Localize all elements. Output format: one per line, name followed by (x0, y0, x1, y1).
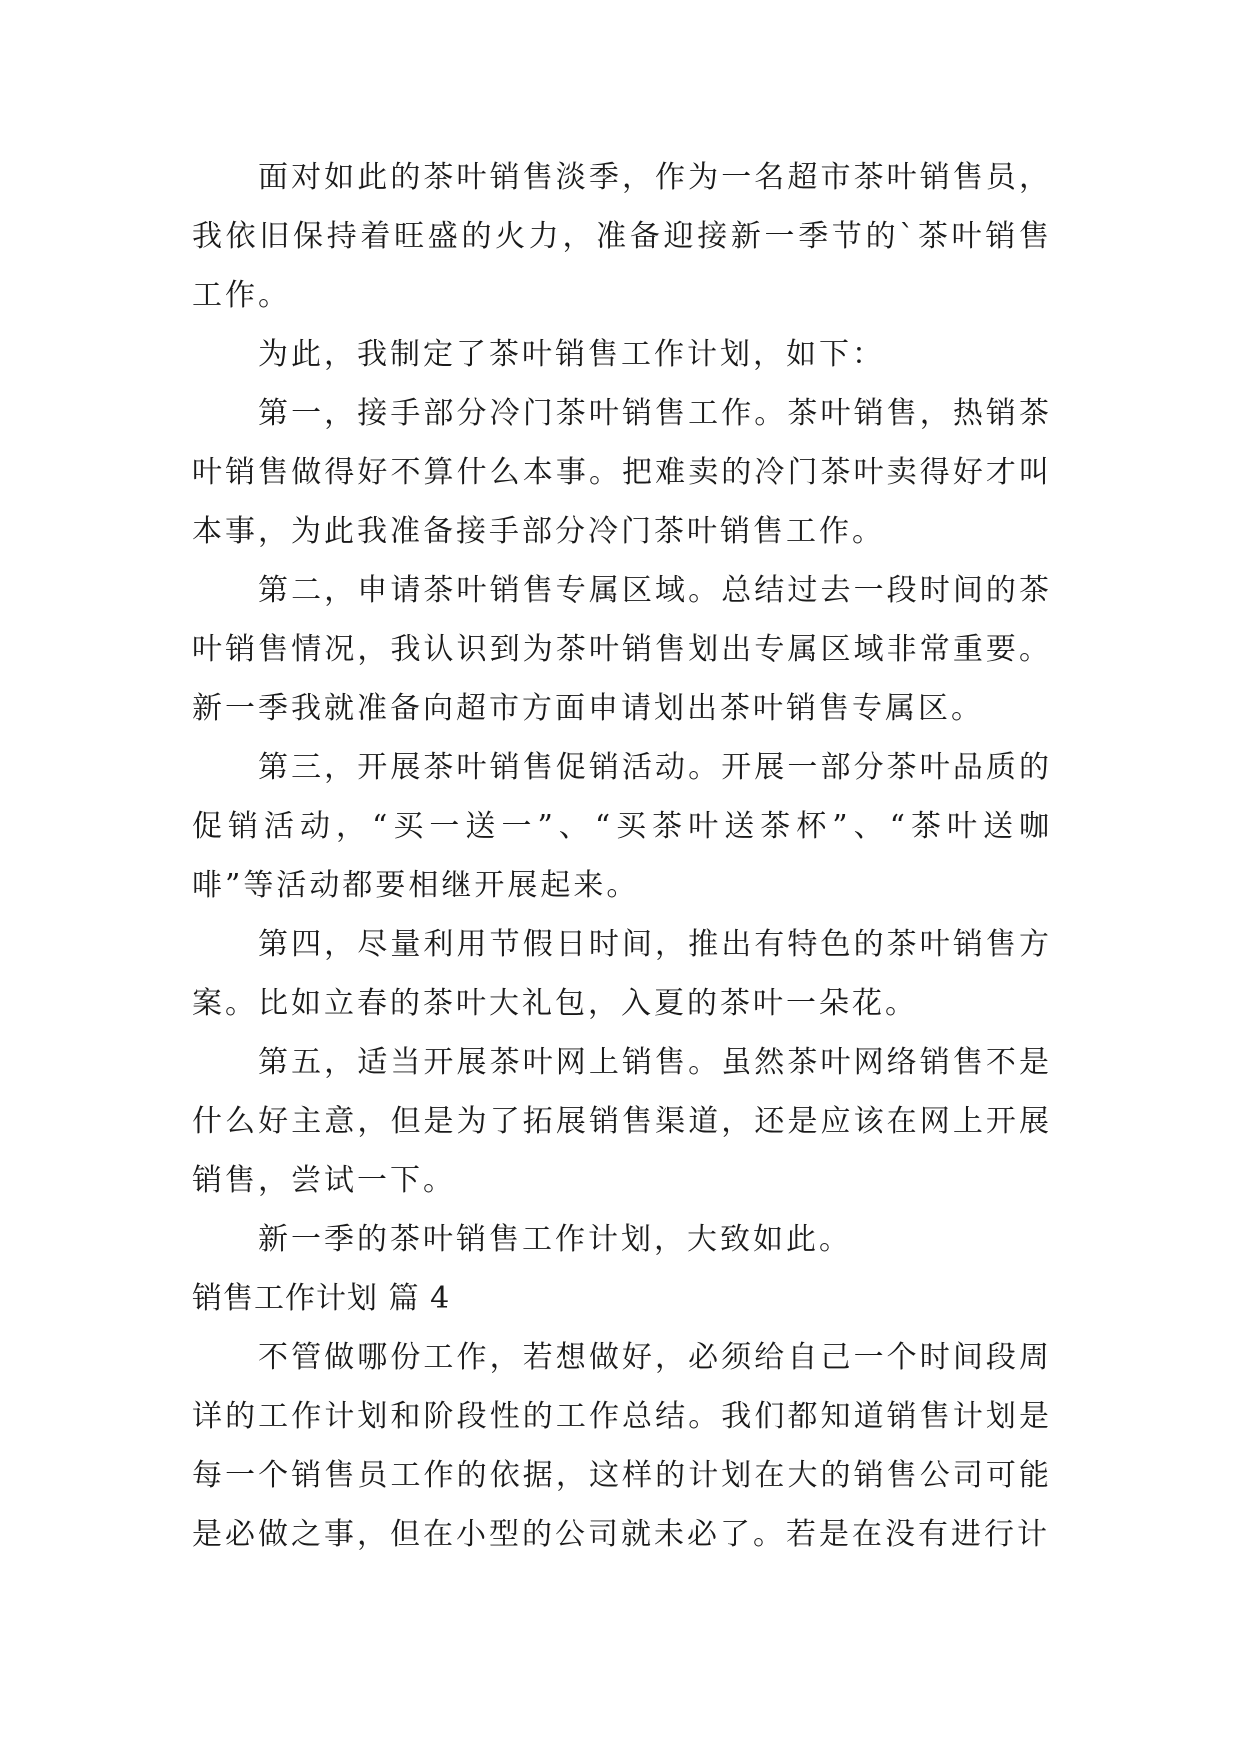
paragraph-section4-intro: 不管做哪份工作，若想做好，必须给自己一个时间段周详的工作计划和阶段性的工作总结。我们都知道销售计划是每一个销售员工作的依据，这样的计划在大的销售公司可能是必做之事，但在小型的公司就未必了。若是在没有进行计 (192, 1340, 1052, 1552)
paragraph-point-3: 第三，开展茶叶销售促销活动。开展一部分茶叶品质的促销活动，“买一送一”、“买茶叶送茶杯”、“茶叶送咖啡”等活动都要相继开展起来。 (192, 750, 1052, 903)
paragraph-point-1: 第一，接手部分冷门茶叶销售工作。茶叶销售，热销茶叶销售做得好不算什么本事。把难卖的冷门茶叶卖得好才叫本事，为此我准备接手部分冷门茶叶销售工作。 (192, 396, 1052, 549)
section-heading: 销售工作计划 篇 4 (192, 1281, 451, 1316)
paragraph-point-4: 第四，尽量利用节假日时间，推出有特色的茶叶销售方案。比如立春的茶叶大礼包，入夏的茶叶一朵花。 (192, 927, 1052, 1021)
document-page (192, 148, 1052, 1564)
paragraph-plan-lead: 为此，我制定了茶叶销售工作计划，如下： (258, 337, 885, 372)
paragraph-intro: 面对如此的茶叶销售淡季，作为一名超市茶叶销售员，我依旧保持着旺盛的火力，准备迎接新一季节的`茶叶销售工作。 (192, 160, 1052, 313)
paragraph-point-5: 第五，适当开展茶叶网上销售。虽然茶叶网络销售不是什么好主意，但是为了拓展销售渠道，还是应该在网上开展销售，尝试一下。 (192, 1045, 1052, 1198)
paragraph-point-2: 第二，申请茶叶销售专属区域。总结过去一段时间的茶叶销售情况，我认识到为茶叶销售划出专属区域非常重要。新一季我就准备向超市方面申请划出茶叶销售专属区。 (192, 573, 1052, 726)
paragraph-conclusion: 新一季的茶叶销售工作计划，大致如此。 (258, 1222, 852, 1257)
